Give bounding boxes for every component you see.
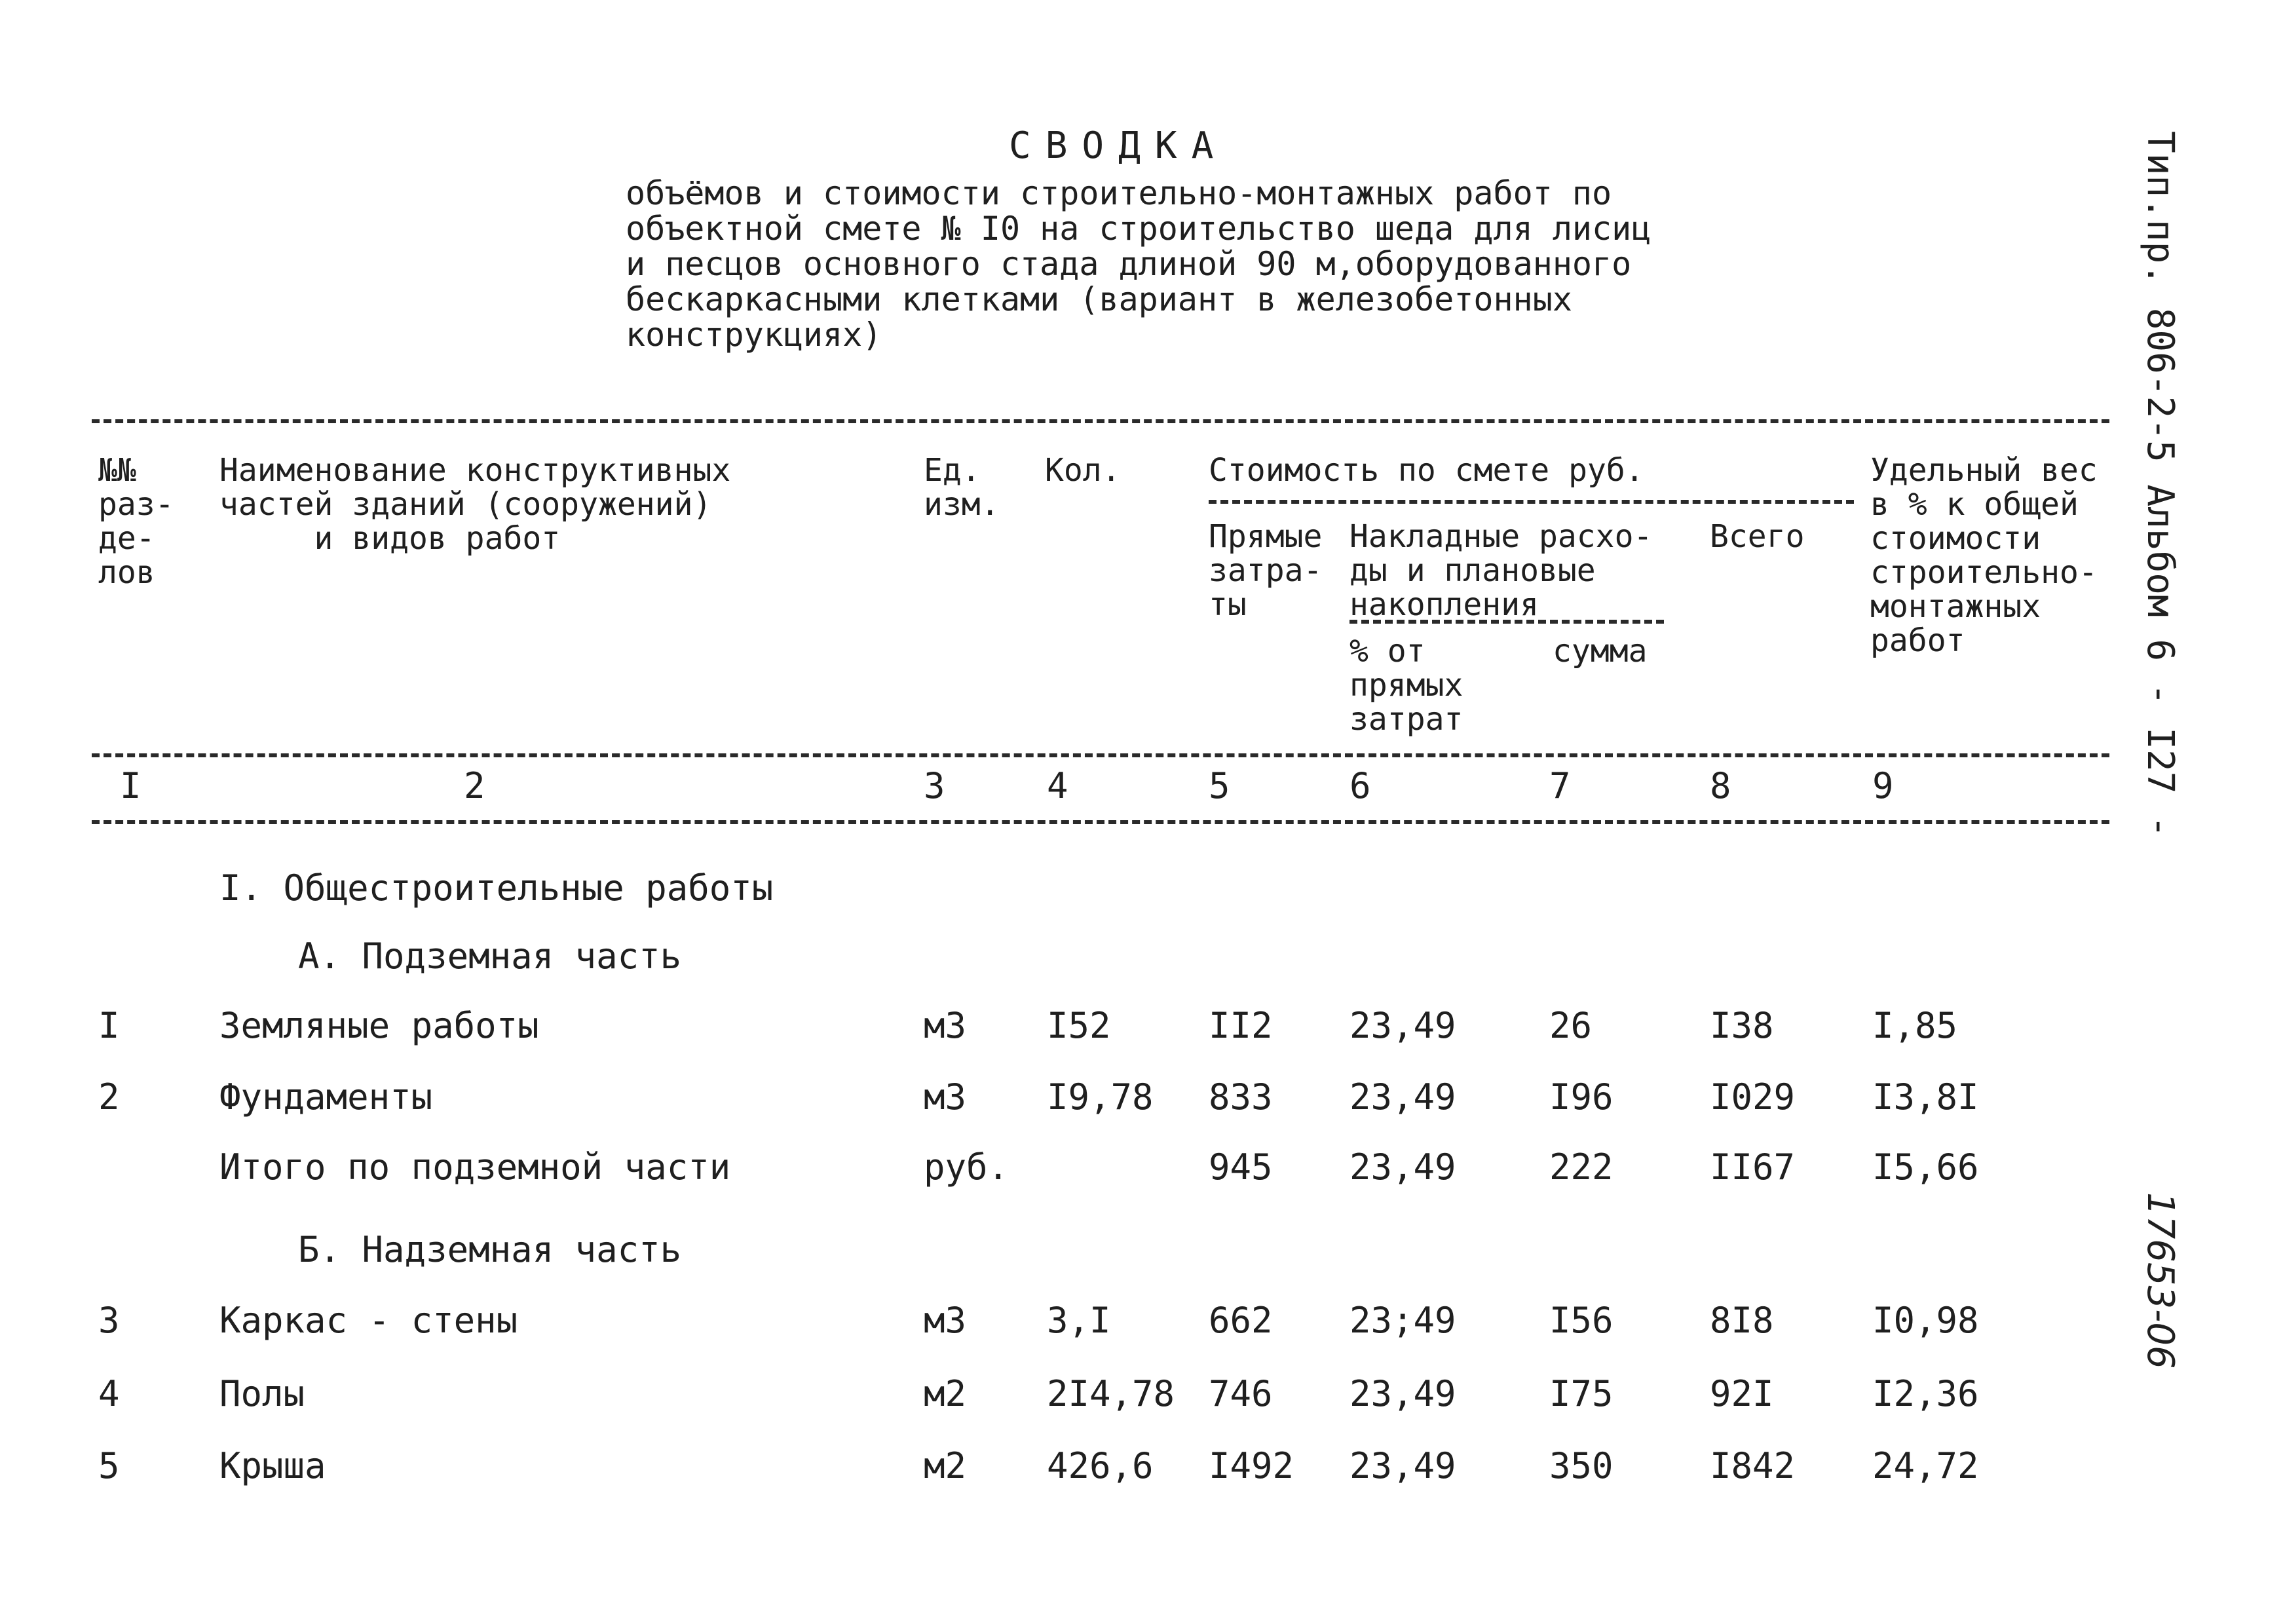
- header-work-name: Наименование конструктивных частей зданий (сооружений) и видов работ: [219, 452, 731, 557]
- row-total: I842: [1710, 1445, 1796, 1486]
- header-quantity: Кол.: [1045, 452, 1121, 489]
- row-percent: 23,49: [1349, 1373, 1456, 1414]
- column-number: 2: [464, 765, 485, 806]
- column-number: 3: [924, 765, 945, 806]
- row-unit: м2: [924, 1445, 967, 1486]
- row-share: 24,72: [1872, 1445, 1979, 1486]
- header-total: Всего: [1710, 518, 1805, 555]
- header-cost-group: Стоимость по смете руб.: [1209, 452, 1644, 489]
- row-name: Фундаменты: [219, 1076, 433, 1118]
- row-overhead-sum: 350: [1549, 1445, 1613, 1486]
- document-title: СВОДКА: [1009, 124, 1228, 167]
- column-numbers-rule: [92, 820, 2109, 824]
- row-total: I38: [1710, 1005, 1774, 1046]
- row-number: I: [98, 1005, 120, 1046]
- row-unit: руб.: [924, 1146, 1009, 1188]
- row-direct-costs: 662: [1209, 1300, 1273, 1341]
- header-overhead-rule: [1349, 620, 1664, 624]
- row-direct-costs: I492: [1209, 1445, 1294, 1486]
- row-quantity: I9,78: [1047, 1076, 1154, 1118]
- row-percent: 23,49: [1349, 1076, 1456, 1118]
- header-overhead-group: Накладные расхо- ды и плановые накопления: [1349, 518, 1653, 623]
- row-unit: м3: [924, 1300, 967, 1341]
- row-number: 4: [98, 1373, 120, 1414]
- header-direct-costs: Прямые затра- ты: [1209, 518, 1323, 623]
- row-name: Полы: [219, 1373, 305, 1414]
- column-number: 9: [1872, 765, 1894, 806]
- header-unit: Ед. изм.: [924, 452, 1000, 523]
- row-share: I0,98: [1872, 1300, 1979, 1341]
- table-top-rule: [92, 419, 2109, 423]
- row-direct-costs: II2: [1209, 1005, 1273, 1046]
- row-total: I029: [1710, 1076, 1796, 1118]
- row-overhead-sum: I75: [1549, 1373, 1613, 1414]
- row-direct-costs: 746: [1209, 1373, 1273, 1414]
- row-overhead-sum: 222: [1549, 1146, 1613, 1188]
- row-quantity: 3,I: [1047, 1300, 1111, 1341]
- header-bottom-rule: [92, 753, 2109, 757]
- row-overhead-sum: I56: [1549, 1300, 1613, 1341]
- header-percent-of-direct: % от прямых затрат: [1349, 633, 1463, 738]
- header-overhead-sum: сумма: [1553, 633, 1648, 670]
- row-total: II67: [1710, 1146, 1796, 1188]
- row-overhead-sum: I96: [1549, 1076, 1613, 1118]
- row-overhead-sum: 26: [1549, 1005, 1593, 1046]
- side-handwritten-note: 17653-06: [2139, 1192, 2181, 1369]
- row-percent: 23;49: [1349, 1300, 1456, 1341]
- row-percent: 23,49: [1349, 1445, 1456, 1486]
- row-name: Крыша: [219, 1445, 326, 1486]
- row-total: 92I: [1710, 1373, 1774, 1414]
- section-heading: I. Общестроительные работы: [219, 867, 774, 909]
- side-reference: Тип.пр. 806-2-5 Альбом 6 - I27 -: [2139, 131, 2181, 838]
- row-share: I3,8I: [1872, 1076, 1979, 1118]
- row-unit: м3: [924, 1076, 967, 1118]
- row-percent: 23,49: [1349, 1146, 1456, 1188]
- subsection-heading-aboveground: Б. Надземная часть: [298, 1229, 682, 1270]
- row-direct-costs: 833: [1209, 1076, 1273, 1118]
- column-number: 4: [1047, 765, 1068, 806]
- column-number: 5: [1209, 765, 1230, 806]
- row-unit: м2: [924, 1373, 967, 1414]
- header-section-number: №№ раз- де- лов: [98, 452, 174, 591]
- row-name: Итого по подземной части: [219, 1146, 731, 1188]
- row-number: 2: [98, 1076, 120, 1118]
- document-subtitle: объёмов и стоимости строительно-монтажных работ по объектной смете № I0 на строительство шеда для лисиц и песцов основного стада длиной 90 м,оборудованного бескаркасными клетками (вариант в железобетонных конструкциях): [626, 174, 1651, 354]
- row-quantity: 2I4,78: [1047, 1373, 1175, 1414]
- header-share-percent: Удельный вес в % к общей стоимости строительно- монтажных работ: [1870, 452, 2098, 659]
- column-number: 8: [1710, 765, 1731, 806]
- row-share: I2,36: [1872, 1373, 1979, 1414]
- row-unit: м3: [924, 1005, 967, 1046]
- row-name: Земляные работы: [219, 1005, 539, 1046]
- column-number: I: [120, 765, 142, 806]
- row-share: I5,66: [1872, 1146, 1979, 1188]
- header-cost-rule: [1209, 500, 1854, 504]
- row-number: 3: [98, 1300, 120, 1341]
- row-percent: 23,49: [1349, 1005, 1456, 1046]
- column-number: 7: [1549, 765, 1571, 806]
- row-quantity: 426,6: [1047, 1445, 1154, 1486]
- row-quantity: I52: [1047, 1005, 1111, 1046]
- row-name: Каркас - стены: [219, 1300, 518, 1341]
- subsection-heading-underground: А. Подземная часть: [298, 935, 682, 977]
- row-number: 5: [98, 1445, 120, 1486]
- row-total: 8I8: [1710, 1300, 1774, 1341]
- row-share: I,85: [1872, 1005, 1958, 1046]
- column-number: 6: [1349, 765, 1371, 806]
- row-direct-costs: 945: [1209, 1146, 1273, 1188]
